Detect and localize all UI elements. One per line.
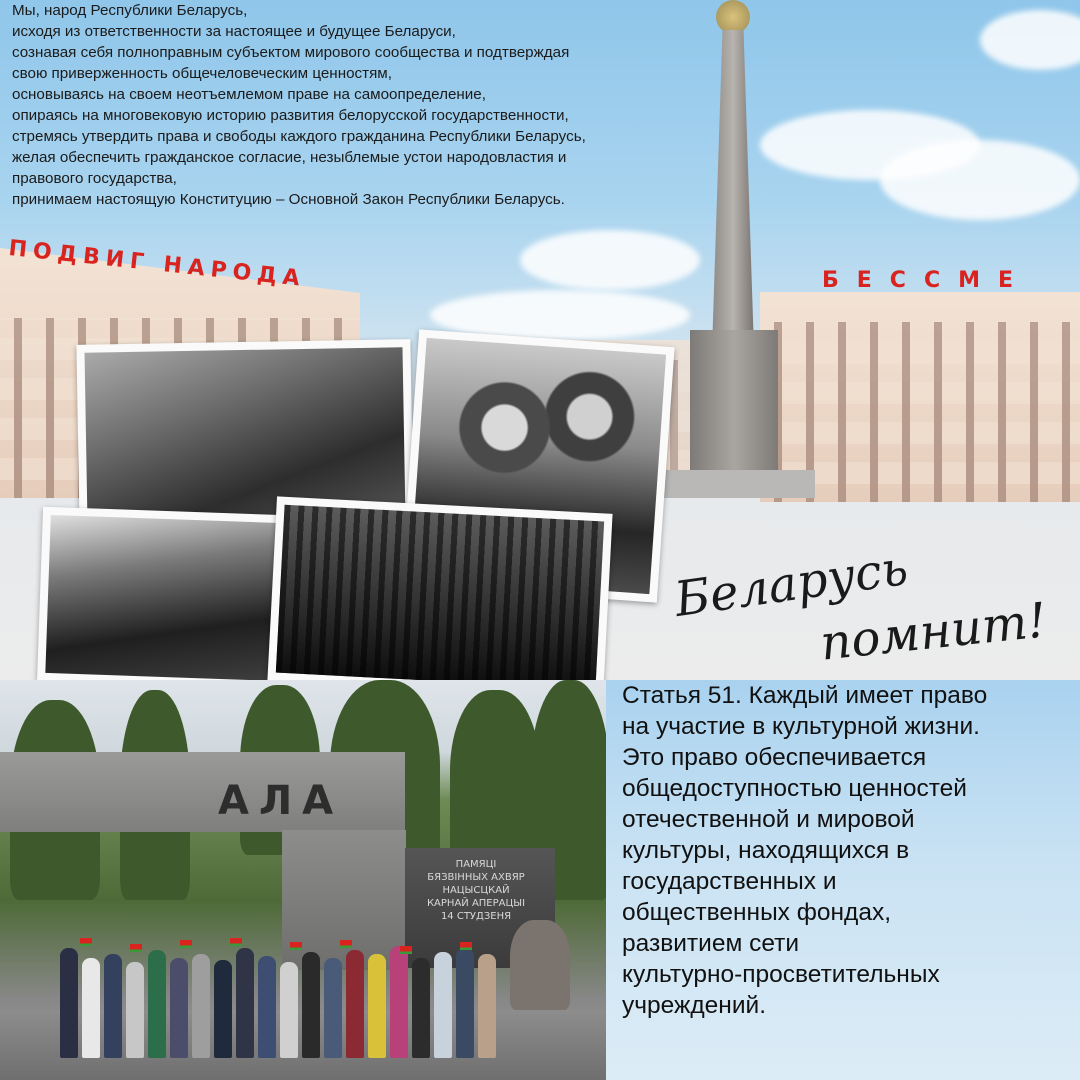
memorial-gate-lettering: АЛА: [218, 778, 344, 824]
cloud: [880, 140, 1080, 220]
script-line-belarus: Беларусь: [671, 539, 912, 629]
article-51-panel: [606, 680, 1080, 1080]
constitution-preamble: Мы, народ Республики Беларусь, исходя из ответственности за настоящее и будущее Беларуси, сознавая себя полноправным субъектом мирового сообщества и подтверждая свою приверженность общечеловеческим ценностям, основываясь на своем неотъемлемом праве на самоопределение, опираясь на многовековую историю развития белорусской государственности, стремясь утвердить права и свободы каждого гражданина Республики Беларусь, желая обеспечить гражданское согласие, незыблемые устои народовластия и правового государства, принимаем настоящую Конституцию – Основной Закон Республики Беларусь.: [12, 2, 586, 208]
group-of-people-with-flags: [60, 938, 520, 1058]
script-line-remembers: помнит!: [817, 592, 1050, 672]
cloud: [520, 230, 700, 290]
belarus-remembers-handwriting: [671, 539, 1074, 672]
memorial-plaque-text: ПАМЯЦІ БЯЗВІННЫХ АХВЯР НАЦЫСЦКАЙ КАРНАЙ АПЕРАЦЫІ 14 СТУДЗЕНЯ: [426, 859, 526, 922]
article-51-text: Статья 51. Каждый имеет право на участие в культурной жизни. Это право обеспечивается общедоступностью ценностей отечественной и мировой культуры, находящихся в государственных и общественных фондах, развитием сети культурно-просветительных учреждений.: [622, 682, 988, 1019]
wartime-photo-ruins: [267, 496, 612, 680]
obelisk-pedestal: [690, 330, 778, 480]
slogan-immortal: БЕССМЕ: [822, 268, 1032, 293]
obelisk-foot: [655, 470, 815, 498]
tree: [450, 690, 540, 870]
memorial-gate-lintel: [0, 752, 405, 832]
cloud: [980, 10, 1080, 70]
memorial-group-photo: [0, 680, 606, 1080]
slogan-feat-of-people: ПОДВИГ НАРОДА: [7, 236, 307, 293]
